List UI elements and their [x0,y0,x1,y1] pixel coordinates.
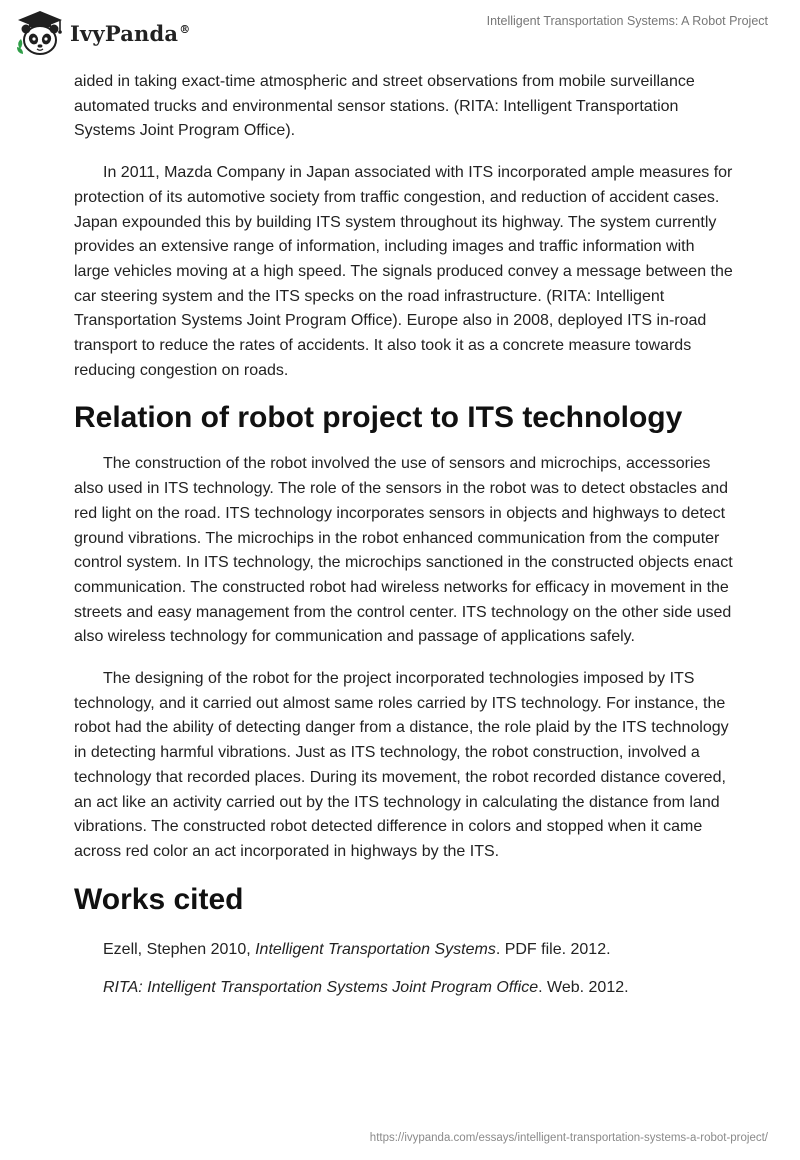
ivypanda-logo[interactable] [14,8,190,58]
document-title: Intelligent Transportation Systems: A Robot Project [486,14,768,28]
page-header [0,0,800,64]
brand-name: IvyPanda® [70,20,191,46]
paragraph-intro: aided in taking exact-time atmospheric and street observations from mobile surveillance automated trucks and environmental sensor stations. (RITA: Intelligent Transportation Systems Joint Program Office). [74,73,695,140]
panda-graduate-icon [14,9,66,57]
paragraph-mazda: In 2011, Mazda Company in Japan associated with ITS incorporated ample measures for protection of its automotive society from traffic congestion, and reduction of accident cases. Japan expounded this by building ITS system throughout its highway. The system currently provides an extensive range of information, including images and traffic information with large vehicles moving at a high speed. The signals produced convey a message between the car steering system and the ITS specks on the road infrastructure. (RITA: Intelligent Transportation Systems Joint Program Office). Europe also in 2008, deployed ITS in-road transport to reduce the rates of accidents. It also took it as a concrete measure towards reducing congestion on roads. [74,164,733,379]
source-url[interactable]: https://ivypanda.com/essays/intelligent-transportation-systems-a-robot-project/ [369,1132,768,1144]
section-heading-works-cited: Works cited [74,882,244,916]
citation-title: Intelligent Transportation Systems [255,940,496,958]
essay-content [74,70,734,1014]
citation-title: RITA: Intelligent Transportation Systems Joint Program Office [103,978,539,996]
citation-rita: RITA: Intelligent Transportation Systems Joint Program Office. Web. 2012. [103,978,629,996]
paragraph-construction: The construction of the robot involved the use of sensors and microchips, accessories also used in ITS technology. The role of the sensors in the robot was to detect obstacles and red light on the road. ITS technology incorporates sensors in objects and highways to detect ground vibrations. The microchips in the robot enhanced communication from the computer control system. In ITS technology, the microchips sanctioned in the constructed objects enact communication. The constructed robot had wireless networks for efficacy in movement in the streets and easy management from the control center. ITS technology on the other side used also wireless technology for communication and passage of applications safely. [74,455,733,646]
section-heading-relation: Relation of robot project to ITS technology [74,401,683,435]
citation-ezell: Ezell, Stephen 2010, Intelligent Transportation Systems. PDF file. 2012. [103,940,611,958]
paragraph-designing: The designing of the robot for the project incorporated technologies imposed by ITS technology, and it carried out almost same roles carried by ITS technology. For instance, the robot had the ability of detecting danger from a distance, the role plaid by the ITS technology in detecting harmful vibrations. Just as ITS technology, the robot construction, involved a technology that recorded places. During its movement, the robot recorded distance covered, an act like an activity carried out by the ITS technology in calculating the distance from land vibrations. The constructed robot detected difference in colors and stopped when it came across red color an act incorporated in highways by the ITS. [74,670,729,860]
